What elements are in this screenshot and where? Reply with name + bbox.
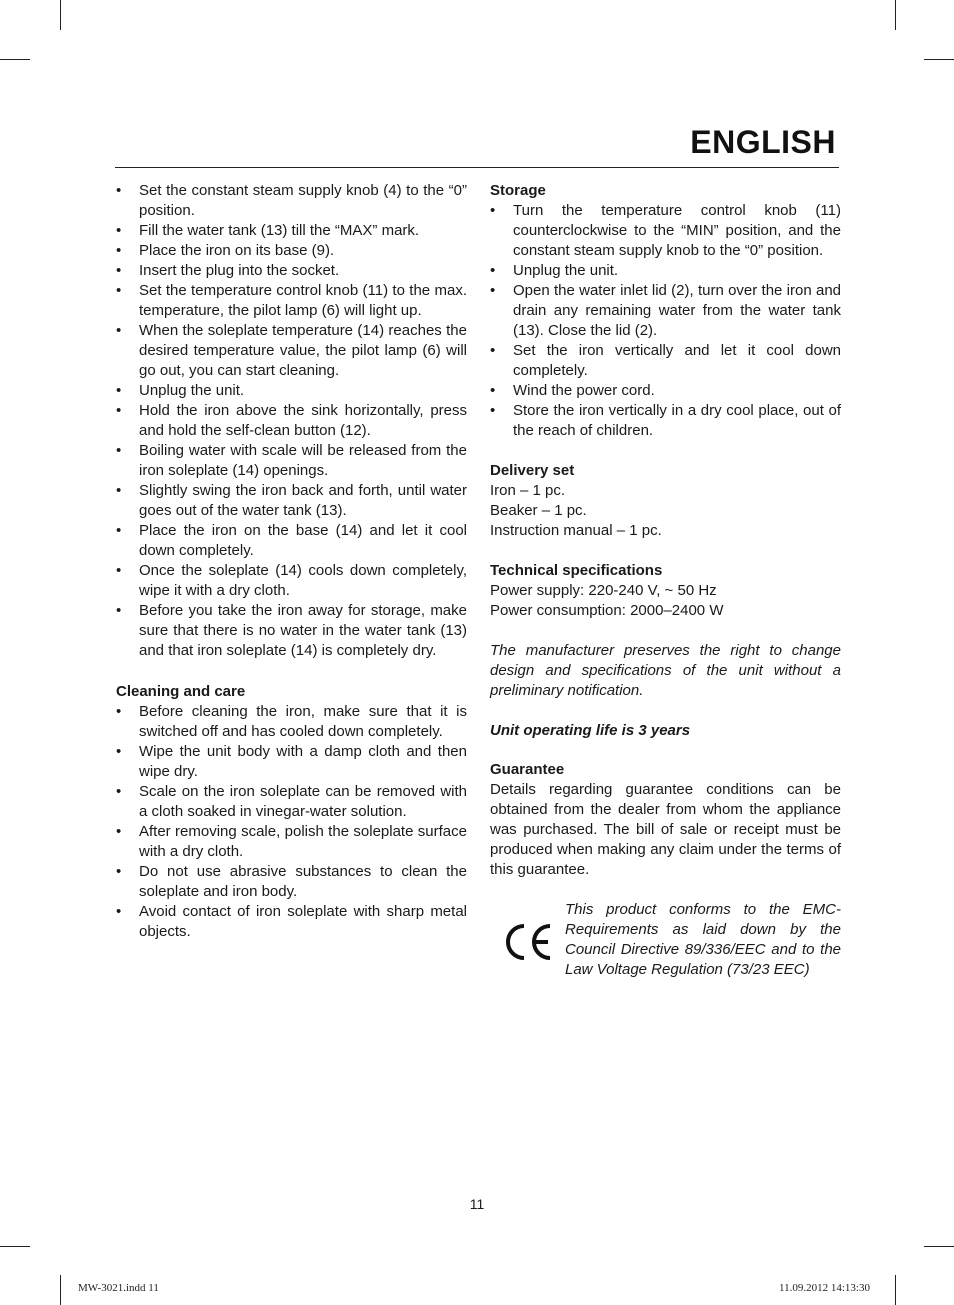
crop-mark <box>924 1246 954 1247</box>
crop-mark <box>895 0 896 30</box>
list-item: • Once the soleplate (14) cools down completely, wipe it with a dry cloth. <box>116 561 467 601</box>
delivery-item: Instruction manual – 1 pc. <box>490 522 662 539</box>
crop-mark <box>924 59 954 60</box>
manufacturer-note: The manufacturer preserves the right to change design and specifications of the unit without a preliminary notification. <box>490 642 841 699</box>
list-item: • Store the iron vertically in a dry cool place, out of the reach of children. <box>490 401 841 441</box>
care-steps-list <box>116 702 467 942</box>
tech-item: Power supply: 220-240 V, ~ 50 Hz <box>490 582 717 599</box>
list-item: • Do not use abrasive substances to clean the soleplate and iron body. <box>116 862 467 902</box>
guarantee-text: Details regarding guarantee conditions can be obtained from the dealer from whom the appliance was purchased. The bill of sale or receipt must be produced when making any claim under the terms of this guarantee. <box>490 781 841 878</box>
page-number: 11 <box>469 1196 485 1212</box>
ce-conformity-text: This product conforms to the EMC-Requirements as laid down by the Council Directive 89/336/EEC and to the Law Voltage Regulation (73/23 EEC) <box>565 901 841 978</box>
list-item: • Place the iron on the base (14) and let it cool down completely. <box>116 521 467 561</box>
list-item: • Scale on the iron soleplate can be removed with a cloth soaked in vinegar-water solution. <box>116 782 467 822</box>
list-item: • Wipe the unit body with a damp cloth and then wipe dry. <box>116 742 467 782</box>
list-item: • Boiling water with scale will be released from the iron soleplate (14) openings. <box>116 441 467 481</box>
list-item: • When the soleplate temperature (14) reaches the desired temperature value, the pilot lamp (6) will go out, you can start cleaning. <box>116 321 467 381</box>
crop-mark <box>60 0 61 30</box>
list-item: • Before cleaning the iron, make sure that it is switched off and has cooled down completely. <box>116 702 467 742</box>
list-item: • Wind the power cord. <box>490 381 841 401</box>
list-item: • Hold the iron above the sink horizontally, press and hold the self-clean button (12). <box>116 401 467 441</box>
list-item: • Turn the temperature control knob (11) counterclockwise to the “MIN” position, and the constant steam supply knob to the “0” position. <box>490 201 841 261</box>
cleaning-steps-list <box>116 181 467 661</box>
list-item: • Unplug the unit. <box>116 381 467 401</box>
list-item: • Fill the water tank (13) till the “MAX” mark. <box>116 221 467 241</box>
operating-life-note: Unit operating life is 3 years <box>490 722 691 739</box>
tech-heading: Technical specifications <box>490 562 663 579</box>
ce-conformity-block <box>490 900 841 1000</box>
crop-mark <box>0 59 30 60</box>
ce-mark-icon <box>502 922 554 962</box>
list-item: • After removing scale, polish the soleplate surface with a dry cloth. <box>116 822 467 862</box>
list-item: • Unplug the unit. <box>490 261 841 281</box>
storage-steps-list <box>490 201 841 441</box>
list-item: • Set the temperature control knob (11) to the max. temperature, the pilot lamp (6) will light up. <box>116 281 467 321</box>
footer-file-name: MW-3021.indd 11 <box>78 1282 159 1294</box>
list-item: • Avoid contact of iron soleplate with sharp metal objects. <box>116 902 467 942</box>
tech-item: Power consumption: 2000–2400 W <box>490 602 724 619</box>
header-divider <box>115 167 839 168</box>
list-item: • Set the iron vertically and let it cool down completely. <box>490 341 841 381</box>
list-item: • Slightly swing the iron back and forth, until water goes out of the water tank (13). <box>116 481 467 521</box>
delivery-heading: Delivery set <box>490 462 575 479</box>
crop-mark <box>895 1275 896 1305</box>
storage-heading: Storage <box>490 182 546 199</box>
delivery-item: Beaker – 1 pc. <box>490 502 587 519</box>
language-title: ENGLISH <box>690 124 836 160</box>
list-item: • Before you take the iron away for storage, make sure that there is no water in the water tank (13) and that iron soleplate (14) is completely dry. <box>116 601 467 661</box>
footer-timestamp: 11.09.2012 14:13:30 <box>779 1282 870 1294</box>
list-item: • Open the water inlet lid (2), turn over the iron and drain any remaining water from the water tank (13). Close the lid (2). <box>490 281 841 341</box>
delivery-item: Iron – 1 pc. <box>490 482 566 499</box>
list-item: • Insert the plug into the socket. <box>116 261 467 281</box>
guarantee-heading: Guarantee <box>490 761 565 778</box>
left-column <box>116 181 467 942</box>
care-heading: Cleaning and care <box>116 683 246 700</box>
crop-mark <box>60 1275 61 1305</box>
list-item: • Set the constant steam supply knob (4) to the “0” position. <box>116 181 467 221</box>
right-column <box>490 181 841 1000</box>
list-item: • Place the iron on its base (9). <box>116 241 467 261</box>
crop-mark <box>0 1246 30 1247</box>
